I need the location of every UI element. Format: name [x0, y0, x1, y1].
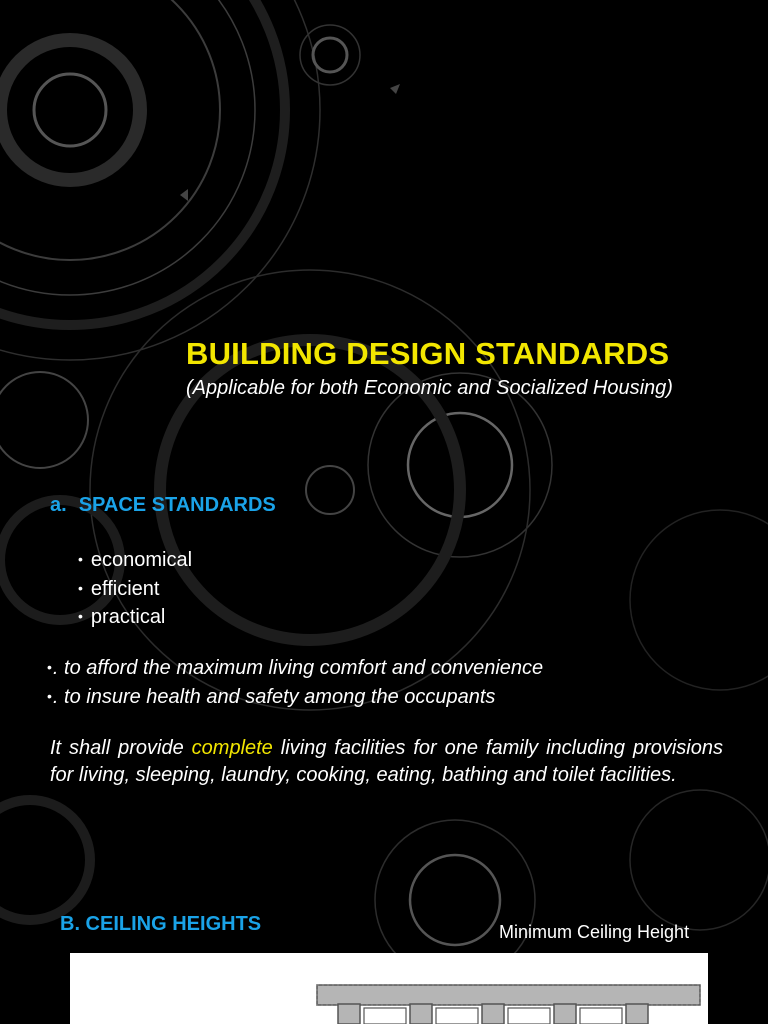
goals-list [47, 655, 543, 712]
list-item [78, 547, 192, 576]
building-section-drawing [70, 953, 708, 1024]
bullet-icon: • [47, 659, 52, 675]
list-item [78, 576, 192, 605]
list-item-text: practical [90, 606, 166, 628]
list-item-text: economical [90, 549, 193, 571]
paragraph-text: It shall provide [50, 737, 192, 759]
list-item-text: . to afford the maximum living comfort and convenience [52, 657, 544, 679]
slide-subtitle: (Applicable for both Economic and Socialized Housing) [186, 377, 673, 399]
list-item-text: . to insure health and safety among the occupants [52, 685, 496, 708]
ceiling-heights-heading: B. CEILING HEIGHTS [60, 913, 262, 935]
paragraph-text: living facilities for one family including provisions for living, sleeping, laundry, cooking, eating, bathing and toilet facilities. [50, 737, 723, 786]
figure-caption: Minimum Ceiling Height [499, 922, 690, 942]
list-item [78, 604, 192, 633]
list-item [47, 655, 543, 684]
slide-title: BUILDING DESIGN STANDARDS [186, 336, 670, 371]
qualities-list [78, 547, 192, 633]
highlighted-word: complete [191, 737, 273, 759]
bullet-icon: • [78, 551, 83, 567]
section-marker: a. [50, 494, 67, 516]
bullet-icon: • [47, 687, 52, 704]
space-standards-paragraph [50, 735, 723, 789]
list-item [47, 684, 543, 713]
bullet-icon: • [78, 608, 83, 624]
list-item-text: efficient [90, 577, 160, 600]
section-title: SPACE STANDARDS [78, 494, 276, 516]
ceiling-height-figure [70, 953, 708, 1024]
bullet-icon: • [78, 579, 83, 596]
space-standards-heading [50, 494, 276, 517]
